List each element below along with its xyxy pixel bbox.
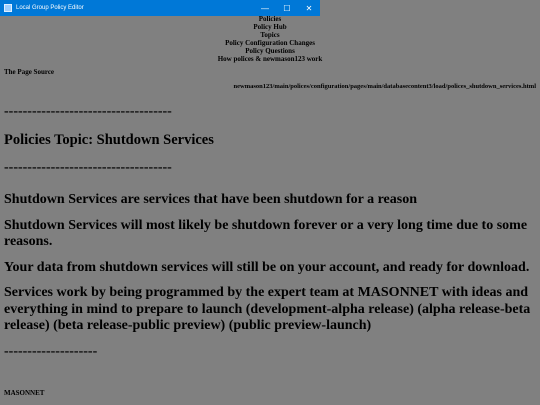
app-icon [4, 4, 12, 12]
nav-link-how-polices-work[interactable]: How polices & newmason123 work [217, 54, 323, 63]
top-nav [0, 16, 540, 63]
nav-link-policy-hub[interactable]: Policy Hub [253, 22, 287, 31]
page-title: Policies Topic: Shutdown Services [4, 132, 214, 148]
nav-link-policy-configuration-changes[interactable]: Policy Configuration Changes [225, 38, 315, 47]
window-titlebar [0, 0, 320, 16]
divider-middle: ------------------------------------ [4, 160, 172, 175]
maximize-button[interactable]: ☐ [283, 3, 291, 13]
divider-top: ------------------------------------ [4, 104, 172, 119]
nav-link-policies[interactable]: Policies [258, 15, 282, 23]
paragraph-3: Your data from shutdown services will still be on your account, and ready for download. [4, 259, 530, 275]
paragraph-4: Services work by being programmed by the expert team at MASONNET with ideas and everything in mind to prepare to launch (development-alpha release) (alpha release-beta release) (beta release-public preview) (public preview-launch) [4, 285, 531, 333]
paragraph-1: Shutdown Services are services that have been shutdown for a reason [4, 192, 418, 207]
main-content [4, 104, 534, 360]
page-source-label: The Page Source [4, 68, 55, 76]
nav-link-topics[interactable]: Topics [260, 30, 280, 39]
paragraph-2: Shutdown Services will most likely be shutdown forever or a very long time due to some reasons. [4, 217, 528, 249]
page-source-path: newmason123/main/polices/configuration/pages/main/databasecontent3/load/polices_shutdown_services.html [233, 83, 536, 90]
nav-link-policy-questions[interactable]: Policy Questions [245, 46, 295, 55]
divider-bottom: -------------------- [4, 343, 98, 359]
footer-brand: MASONNET [4, 389, 45, 397]
window-title: Local Group Policy Editor [16, 5, 84, 11]
minimize-button[interactable]: — [261, 3, 269, 13]
close-button[interactable]: ✕ [305, 3, 313, 13]
